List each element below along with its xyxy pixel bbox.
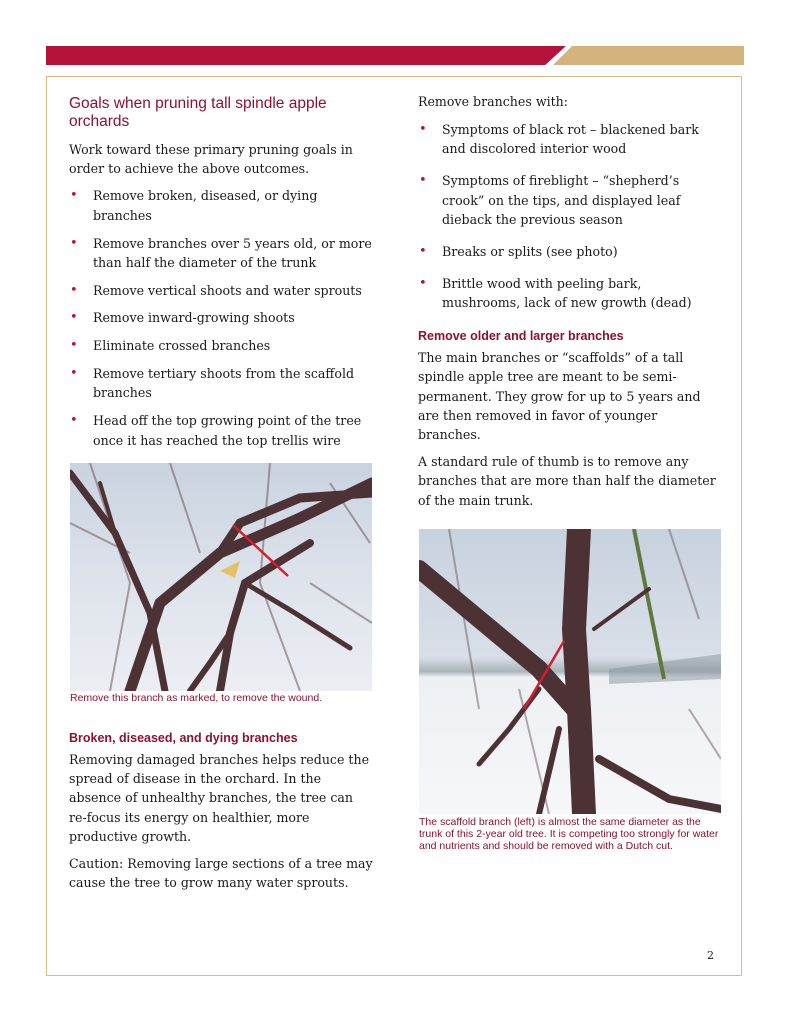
scaffold-branch-photo xyxy=(419,529,721,814)
scaffold-branch-illustration xyxy=(419,529,721,814)
branch-wound-photo xyxy=(70,463,372,691)
goals-heading: Goals when pruning tall spindle apple orchards xyxy=(69,95,327,130)
page-number: 2 xyxy=(707,949,714,962)
header-band-tan xyxy=(553,46,744,65)
goals-list xyxy=(69,186,374,449)
right-photo-caption: The scaffold branch (left) is almost the same diameter as the trunk of this 2-year old tree. It is competing too strongly for water and nutrients and should be removed with a Dutch cut. xyxy=(419,816,719,853)
goal-item: • Remove inward-growing shoots xyxy=(69,308,374,327)
goal-item: • Remove vertical shoots and water sprouts xyxy=(69,281,374,300)
left-column xyxy=(69,90,374,458)
older-paragraph-1: The main branches or “scaffolds” of a tall spindle apple tree are meant to be semi-permanent. They grow for up to 5 years and are then removed in favor of younger branches. xyxy=(418,350,701,443)
symptom-item: • Brittle wood with peeling bark, mushrooms, lack of new growth (dead) xyxy=(418,274,723,312)
goal-item: • Remove broken, diseased, or dying branches xyxy=(69,186,374,224)
symptoms-list xyxy=(418,120,723,312)
broken-paragraph: Removing damaged branches helps reduce the spread of disease in the orchard. In the absence of unhealthy branches, the tree can re-focus its energy on healthier, more productive growth. xyxy=(69,752,370,844)
symptom-item: • Symptoms of fireblight – “shepherd’s crook” on the tips, and displayed leaf dieback the previous season xyxy=(418,171,723,229)
symptom-item: • Symptoms of black rot – blackened bark and discolored interior wood xyxy=(418,120,723,158)
symptoms-intro: Remove branches with: xyxy=(418,94,569,109)
goals-intro: Work toward these primary pruning goals in order to achieve the above outcomes. xyxy=(69,142,353,177)
left-photo-caption: Remove this branch as marked, to remove the wound. xyxy=(70,692,323,704)
caution-paragraph: Caution: Removing large sections of a tree may cause the tree to grow many water sprouts. xyxy=(69,856,373,891)
goal-item: • Remove branches over 5 years old, or more than half the diameter of the trunk xyxy=(69,234,374,272)
older-branches-heading: Remove older and larger branches xyxy=(418,329,624,344)
goal-item: • Head off the top growing point of the tree once it has reached the top trellis wire xyxy=(69,411,374,449)
header-band-red xyxy=(46,46,566,65)
older-paragraph-2: A standard rule of thumb is to remove any branches that are more than half the diameter of the main trunk. xyxy=(418,454,716,508)
broken-heading: Broken, diseased, and dying branches xyxy=(69,731,298,745)
goal-item: • Remove tertiary shoots from the scaffold branches xyxy=(69,364,374,402)
goal-item: • Eliminate crossed branches xyxy=(69,336,374,355)
symptom-item: • Breaks or splits (see photo) xyxy=(418,242,723,261)
branch-wound-illustration xyxy=(70,463,372,691)
right-column xyxy=(418,92,723,518)
broken-section xyxy=(69,730,374,900)
